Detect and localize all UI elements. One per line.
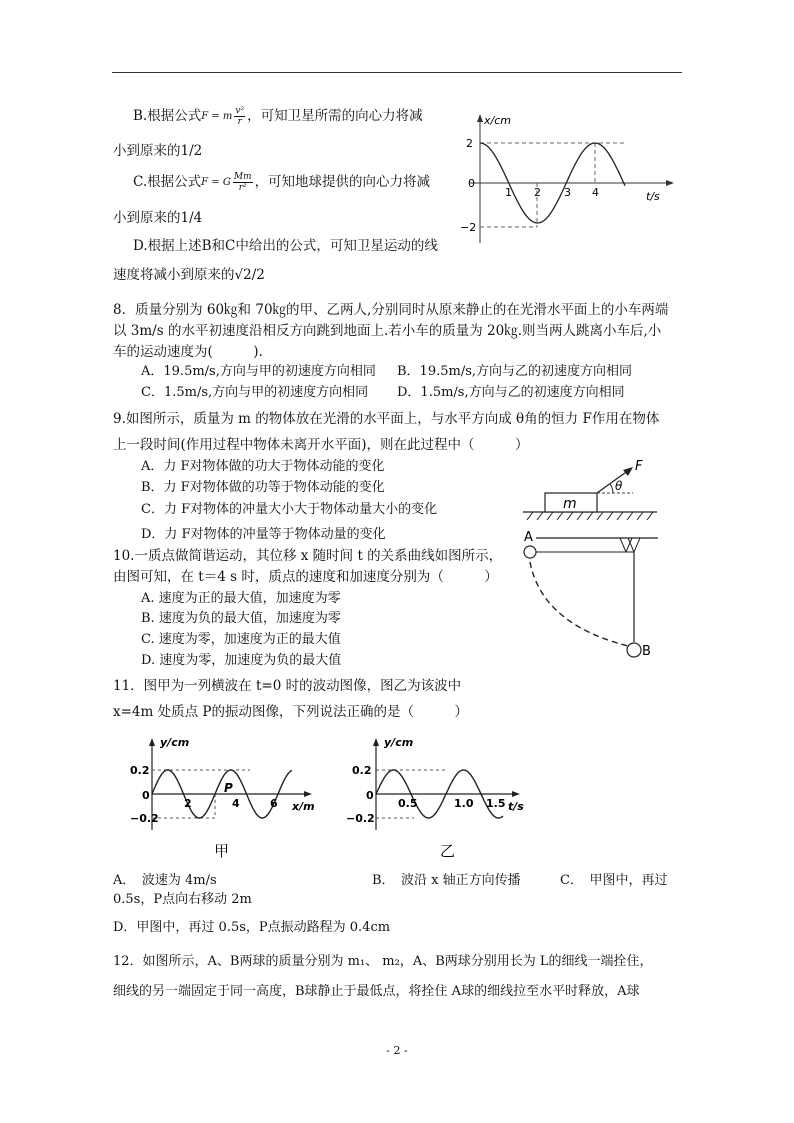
jia-y-label: y/cm	[160, 736, 190, 749]
q11-option-b: B． 波沿 x 轴正方向传播	[372, 873, 521, 888]
jia-caption: 甲	[214, 842, 230, 860]
displacement-time-graph	[458, 108, 690, 248]
q7-option-d: D.根据上述B和C中给出的公式，可知卫星运动的线	[133, 238, 438, 254]
ball-b-label: B	[642, 644, 651, 659]
angle-arc	[610, 484, 613, 493]
q8-stem-line2: 以 3m/s 的水平初速度沿相反方向跳到地面上.若小车的质量为 20㎏.则当两人跳离小车后,小	[113, 323, 662, 339]
q11-option-d: D．甲图中，再过 0.5s，P点振动路程为 0.4cm	[113, 920, 391, 935]
q10-option-d: D. 速度为零，加速度为负的最大值	[141, 653, 342, 668]
q11-option-c-cont: 0.5s，P点向右移动 2m	[113, 892, 252, 907]
ball-a-label: A	[524, 530, 533, 545]
q12-stem-line1: 12．如图所示，A、B两球的质量分别为 m₁、 m₂，A、B两球分别用长为 L的细线一端拴住，	[113, 954, 653, 969]
yi-x-label: t/s	[508, 800, 524, 813]
q9-stem-line2: 上一段时间(作用过程中物体未离开水平面)，则在此过程中（ ）	[113, 437, 529, 453]
yi-x-tick-15: 1.5	[486, 797, 506, 810]
yi-origin: 0	[366, 789, 374, 802]
q8-option-b: B．19.5m/s,方向与乙的初速度方向相同	[397, 364, 633, 379]
block-mass-label: m	[563, 496, 577, 512]
q11-option-a: A． 波速为 4m/s	[113, 873, 217, 888]
q7-option-c: C.根据公式F = G $\frac{Mm}{\text{r²}}$ ，可知地球提供的向心力将减	[133, 172, 431, 193]
jia-x-tick-6: 6	[270, 797, 278, 810]
jia-y-tick-bottom: −0.2	[130, 812, 159, 825]
ground-hatch	[527, 512, 653, 520]
page-number: - 2 -	[386, 1044, 408, 1057]
jia-origin: 0	[142, 789, 150, 802]
q12-stem-line2: 细线的另一端固定于同一高度，B球静止于最低点，将拴住 A球的细线拉至水平时释放，A球	[113, 984, 640, 999]
jia-x-label: x/m	[292, 800, 315, 813]
graph-x-tick-1: 1	[505, 186, 512, 199]
jia-x-tick-4: 4	[232, 797, 240, 810]
graph-y-label: x/cm	[484, 114, 511, 127]
ball-a	[524, 546, 536, 558]
q11-option-c: C． 甲图中，再过	[560, 873, 668, 888]
header-rule	[112, 72, 682, 73]
yi-y-tick-bottom: −0.2	[346, 812, 375, 825]
q8-option-d: D．1.5m/s,方向与乙的初速度方向相同	[397, 385, 625, 400]
q8-stem-line3: 车的运动速度为( ).	[113, 344, 263, 360]
yi-x-tick-05: 0.5	[398, 797, 418, 810]
q11-stem-line2: x=4m 处质点 P的振动图像，下列说法正确的是（ ）	[113, 704, 468, 720]
jia-y-tick-top: 0.2	[130, 764, 150, 777]
jia-y-arrow	[149, 738, 155, 746]
swing-path	[530, 562, 628, 646]
q7-option-c-cont: 小到原来的1/4	[113, 210, 203, 226]
yi-y-label: y/cm	[384, 736, 414, 749]
wave-graph-yi	[342, 732, 534, 862]
graph-y-tick-0: 0	[468, 177, 475, 190]
q10-stem-line1: 10.一质点做简谐运动，其位移 x 随时间 t 的关系曲线如图所示，	[113, 548, 503, 564]
jia-x-tick-2: 2	[184, 797, 192, 810]
angle-theta-label: θ	[615, 479, 623, 493]
ball-b	[627, 643, 641, 657]
graph-x-tick-4: 4	[592, 186, 599, 199]
yi-y-tick-top: 0.2	[352, 764, 372, 777]
q9-option-d: D．力 F对物体的冲量等于物体动量的变化	[141, 527, 386, 542]
graph-x-arrow	[666, 180, 674, 186]
force-block-figure	[515, 455, 665, 527]
q9-option-a: A．力 F对物体做的功大于物体动能的变化	[141, 459, 385, 474]
pendulum-figure	[518, 528, 668, 666]
yi-x-arrow	[512, 791, 520, 797]
graph-y-arrow	[477, 114, 483, 122]
yi-y-arrow	[373, 738, 379, 746]
q9-option-b: B．力 F对物体做的功等于物体动能的变化	[141, 480, 385, 495]
graph-x-label: t/s	[646, 190, 660, 203]
q9-stem-line1: 9.如图所示，质量为 m 的物体放在光滑的水平面上，与水平方向成 θ角的恒力 F作用在物体	[113, 411, 660, 427]
wave-graph-jia	[130, 732, 322, 862]
yi-x-tick-10: 1.0	[454, 797, 474, 810]
force-label: F	[635, 459, 643, 474]
q10-option-b: B. 速度为负的最大值，加速度为零	[141, 611, 341, 626]
graph-y-tick-2: 2	[466, 137, 473, 150]
q8-option-a: A．19.5m/s,方向与甲的初速度方向相同	[141, 364, 376, 379]
q7-option-b: B.根据公式F = m $\frac{\text{v²}}{r}$ ，可知卫星所需的向心力将减	[133, 106, 423, 127]
pivot-support	[620, 538, 640, 552]
jia-x-arrow	[304, 791, 312, 797]
graph-x-tick-3: 3	[564, 186, 571, 199]
q7-option-d-cont: 速度将减小到原来的√2/2	[113, 267, 265, 283]
q10-option-a: A. 速度为正的最大值，加速度为零	[141, 591, 341, 606]
q9-option-c: C．力 F对物体的冲量大小大于物体动量大小的变化	[141, 502, 438, 517]
q10-stem-line2: 由图可知，在 t＝4 s 时，质点的速度和加速度分别为（ ）	[113, 569, 498, 585]
jia-point-p: P	[224, 781, 233, 795]
q10-option-c: C. 速度为零，加速度为正的最大值	[141, 632, 341, 647]
force-arrowhead	[623, 467, 633, 476]
graph-y-tick-neg2: −2	[460, 221, 477, 234]
q8-stem-line1: 8．质量分别为 60㎏和 70㎏的甲、乙两人,分别同时从原来静止的在光滑水平面上的小车两端	[113, 302, 669, 318]
q8-option-c: C．1.5m/s,方向与甲的初速度方向相同	[141, 385, 369, 400]
q7-option-b-cont: 小到原来的1/2	[113, 143, 203, 159]
q11-stem-line1: 11．图甲为一列横波在 t=0 时的波动图像，图乙为该波中	[113, 678, 462, 694]
yi-caption: 乙	[440, 842, 456, 860]
graph-x-tick-2: 2	[534, 186, 541, 199]
